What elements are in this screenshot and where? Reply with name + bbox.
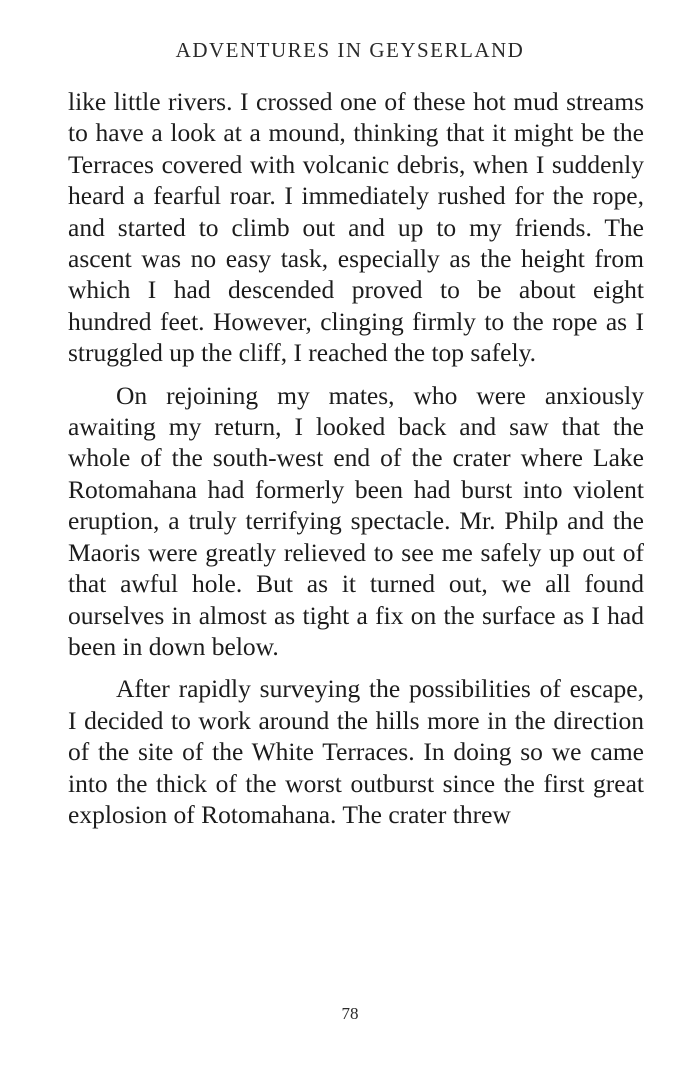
body-text <box>68 86 644 830</box>
running-head: ADVENTURES IN GEYSERLAND <box>175 38 525 62</box>
paragraph-continued: like little rivers. I crossed one of these hot mud streams to have a look at a mound, thinking that it might be the Terraces covered with volcanic debris, when I suddenly heard a fearful roar. I immediately rushed for the rope, and started to climb out and up to my friends. The ascent was no easy task, especially as the height from which I had descended proved to be about eight hundred feet. However, clinging firmly to the rope as I struggled up the cliff, I reached the top safely. <box>68 87 644 368</box>
paragraph: On rejoining my mates, who were anxiously awaiting my return, I looked back and saw that the whole of the south-west end of the crater where Lake Rotomahana had formerly been had burst into violent eruption, a truly terrifying spectacle. Mr. Philp and the Maoris were greatly relieved to see me safely up out of that awful hole. But as it turned out, we all found ourselves in almost as tight a fix on the surface as I had been in down below. <box>68 380 644 661</box>
paragraph: After rapidly surveying the possibilities of escape, I decided to work around the hills more in the direction of the site of the White Terraces. In doing so we came into the thick of the worst outburst since the first great explosion of Rotomahana. The crater threw <box>68 674 644 829</box>
page-number: 78 <box>341 1004 359 1023</box>
